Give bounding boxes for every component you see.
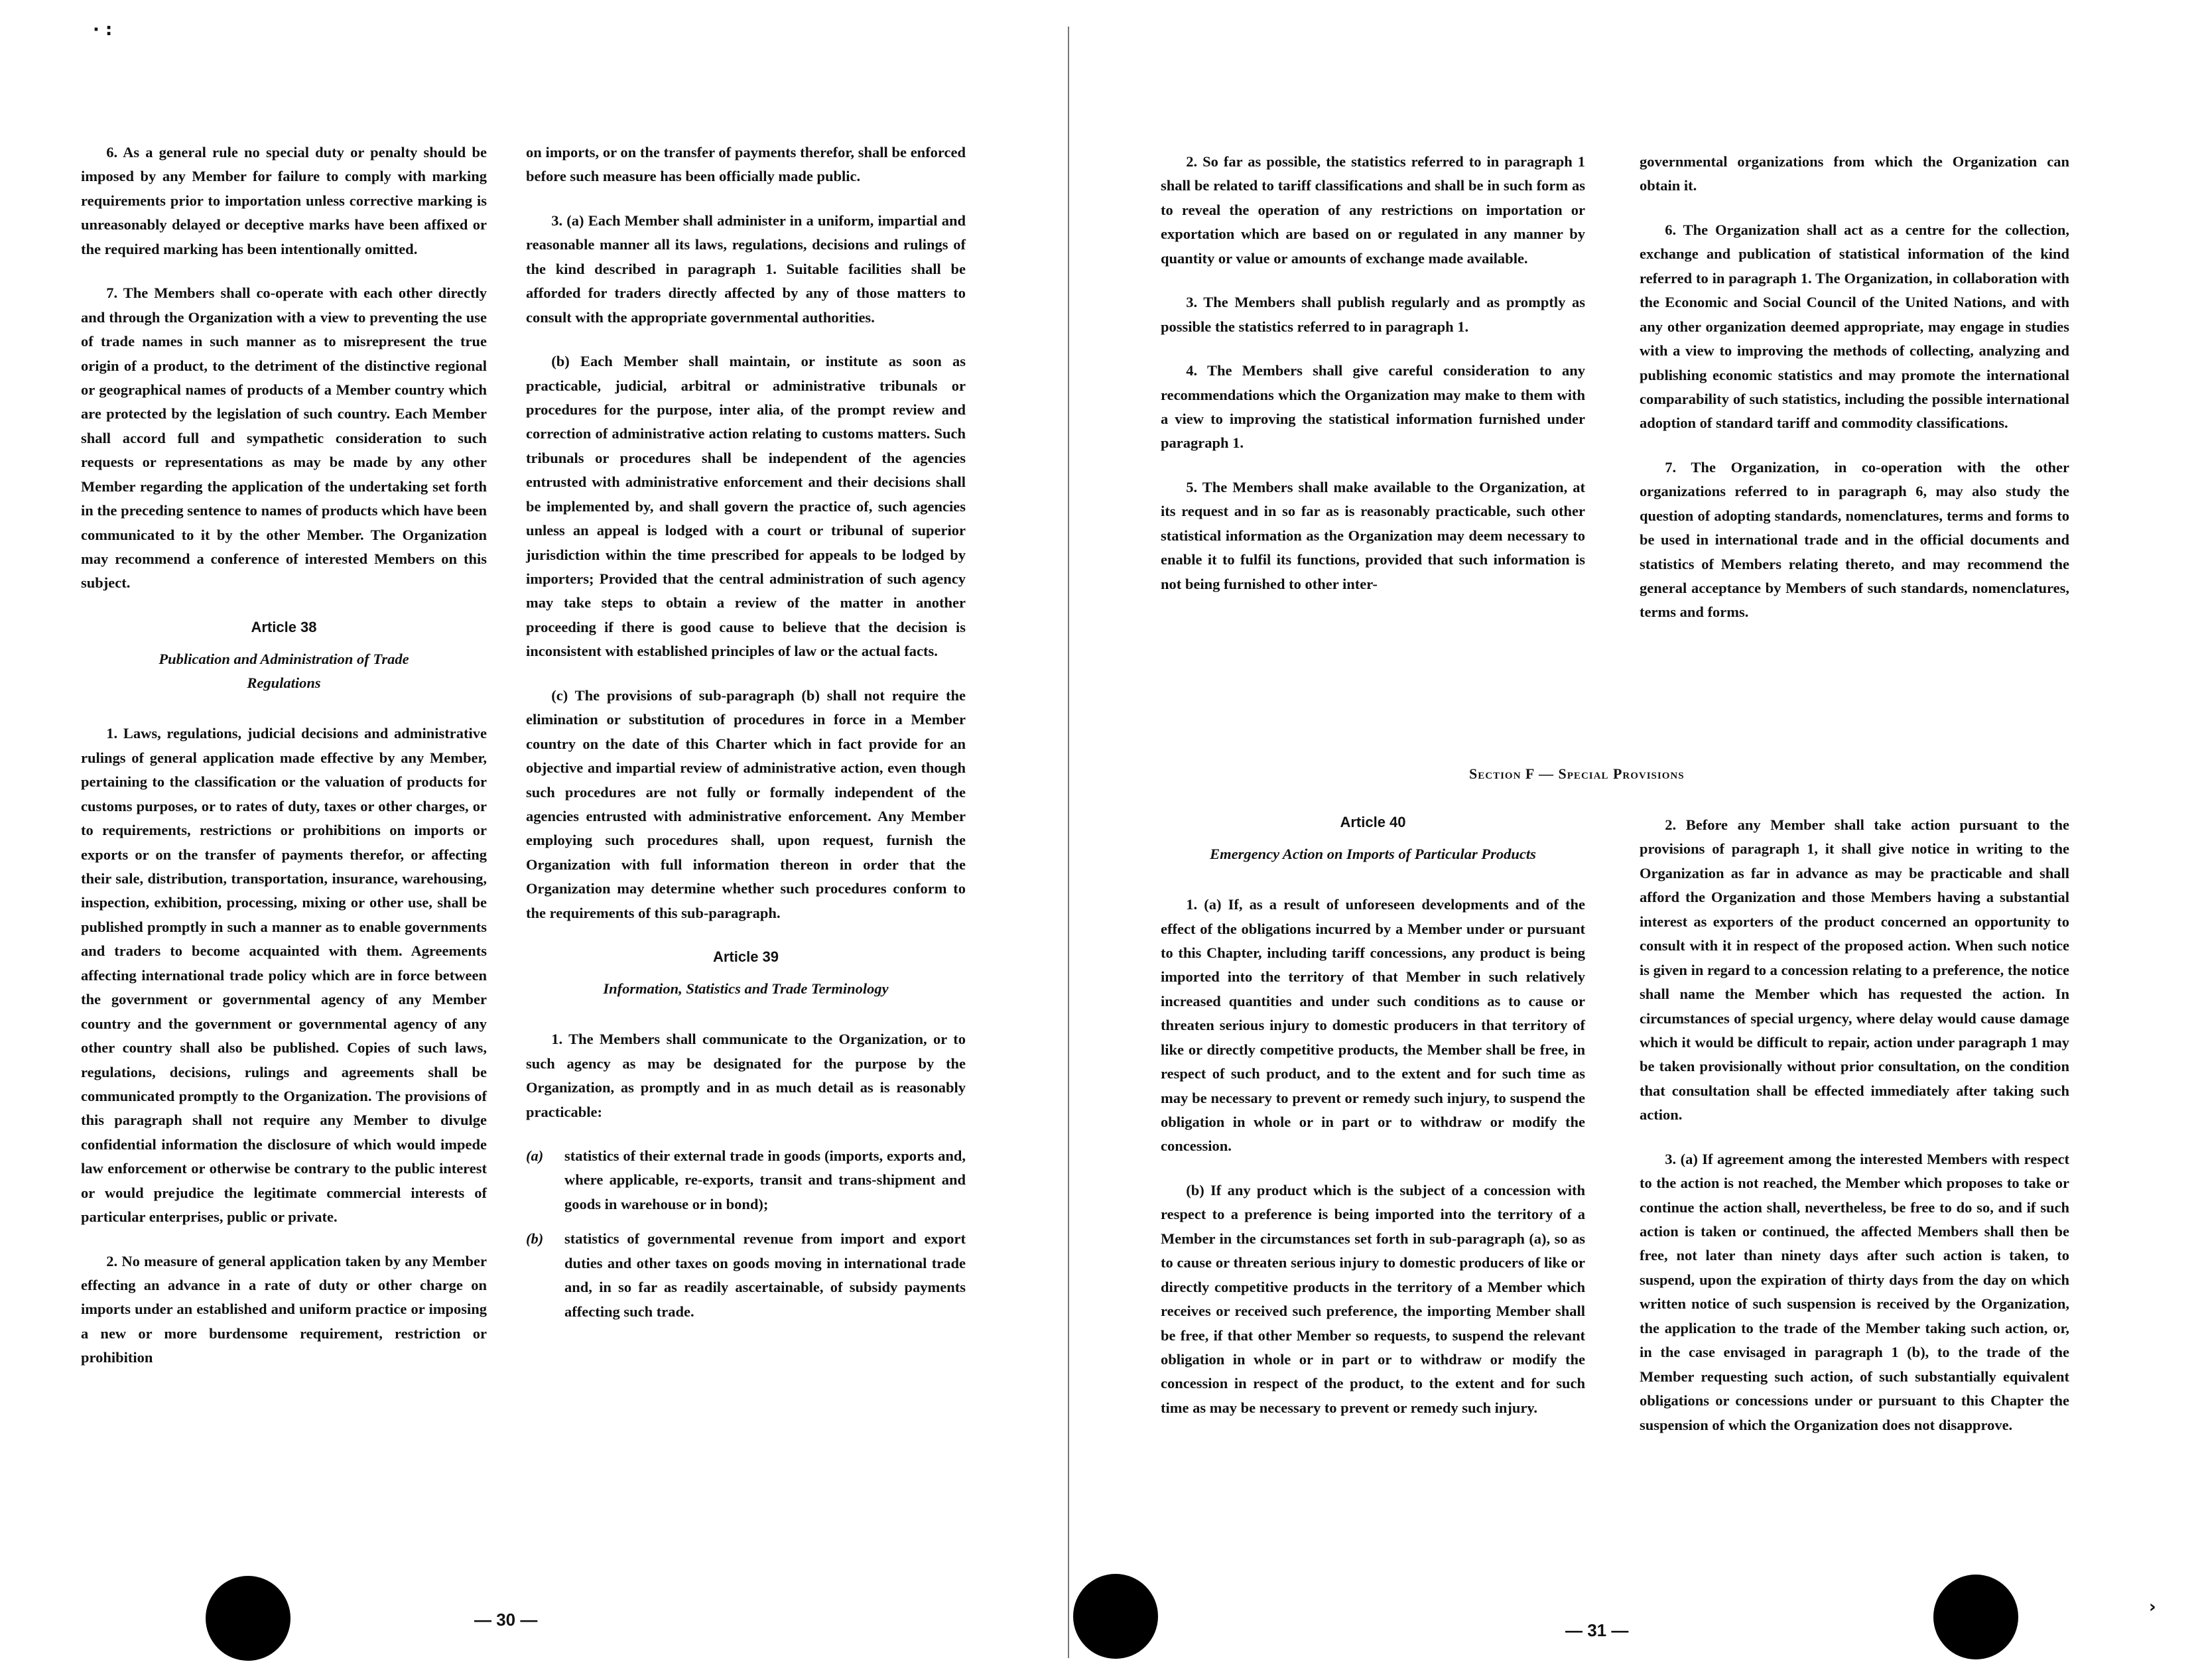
page-number: — 30 — bbox=[474, 1610, 538, 1630]
article-39-title: Article 39 bbox=[712, 948, 779, 966]
scan-speck: › bbox=[2149, 1597, 2156, 1617]
item-label: (b) bbox=[526, 1230, 544, 1248]
paragraph-2: 2. So far as possible, the statistics referred to in paragraph 1 shall be related to tariff classifications and shall be in such form as to reveal the operation of any restrictions on importation or exportation which are based on or regulated in any manner by quantity or value or amounts of exchange made available. bbox=[1161, 153, 1585, 267]
paragraph-3c: (c) The provisions of sub-paragraph (b) shall not require the elimination or substitution of procedures in force in a Member country on the date of this Charter which in fact provide for an objective and impartial review of administrative action, even though such procedures are not fully or formally independent of the agencies entrusted with administrative enforcement. Any Member employing such procedures shall, upon request, furnish the Organization with full information thereon in order that the Organization may determine whether such procedures conform to the requirements of this sub-paragraph. bbox=[526, 686, 966, 921]
article-38-title: Article 38 bbox=[251, 618, 317, 635]
page-spine-divider bbox=[1068, 27, 1069, 1658]
punch-hole-icon bbox=[1933, 1575, 2018, 1659]
left-column-2 bbox=[526, 141, 966, 1340]
list-item bbox=[526, 1144, 966, 1216]
item-label: (a) bbox=[526, 1147, 544, 1164]
item-text: statistics of their external trade in goods (imports, exports and, where applicable, re-exports, transit and trans-shipment and goods in warehouse or in bond); bbox=[564, 1147, 966, 1212]
list-item bbox=[526, 1227, 966, 1324]
section-heading: Section F — Special Provisions bbox=[1469, 765, 1685, 782]
paragraph-6: 6. The Organization shall act as a centre for the collection, exchange and publication of statistical information of the kind referred to in paragraph 1. The Organization, in collaboration with the Economic and Social Council of the United Nations, and with any other organization deemed appropriate, may engage in studies with a view to improving the methods of collecting, analyzing and publishing economic statistics and may promote the international comparability of such statistics, including the possible international adoption of standard tariff and commodity classifications. bbox=[1640, 221, 2069, 432]
item-text: statistics of governmental revenue from import and export duties and other taxes on goods moving in international trade and, in so far as readily ascertainable, of subsidy payments affecting such trade. bbox=[564, 1230, 966, 1320]
page-number: — 31 — bbox=[1565, 1620, 1629, 1640]
right-column-4 bbox=[1640, 813, 2069, 1457]
paragraph-6: 6. As a general rule no special duty or penalty should be imposed by any Member for failure to comply with marking requirements prior to importation unless corrective marking is unreasonably delayed or deceptive marks have been affixed or the required marking has been intentionally omitted. bbox=[81, 144, 487, 257]
right-column-2 bbox=[1640, 150, 2069, 645]
paragraph-3: 3. The Members shall publish regularly and as promptly as possible the statistics referred to in paragraph 1. bbox=[1161, 294, 1585, 335]
paragraph-4: 4. The Members shall give careful consideration to any recommendations which the Organization may make to them with a view to improving the statistical information furnished under paragraph 1. bbox=[1161, 362, 1585, 452]
left-column-1 bbox=[81, 141, 487, 1390]
article-39-subtitle: Information, Statistics and Trade Terminology bbox=[603, 980, 889, 997]
paragraph-1b: (b) If any product which is the subject of a concession with respect to a preference is being imported into the territory of a Member in the circumstances set forth in sub-paragraph (a), so as to cause or threaten serious injury to domestic producers of like or directly competitive products in the territory of a Member which receives or received such preference, the importing Member shall be free, if that other Member so requests, to suspend the relevant obligation in whole or in part or to withdraw or modify the concession in respect of the product, to the extent and for such time as may be necessary to prevent or remedy such injury. bbox=[1161, 1181, 1585, 1416]
paragraph-7: 7. The Members shall co-operate with each other directly and through the Organization with a view to preventing the use of trade names in such manner as to misrepresent the true origin of a product, to the detriment of the distinctive regional or geographical names of products of a Member country which are protected by the legislation of such country. Each Member shall accord full and sympathetic consideration to such requests or representations as may be made by any other Member regarding the application of the undertaking set forth in the preceding sentence to names of products which have been communicated to it by the other Member. The Organization may recommend a conference of interested Members on this subject. bbox=[81, 285, 487, 592]
paragraph-3b: (b) Each Member shall maintain, or institute as soon as practicable, judicial, arbitral or administrative tribunals or procedures for the purpose, inter alia, of the prompt review and correction of administrative action relating to customs matters. Such tribunals or procedures shall be independent of the agencies entrusted with administrative enforcement and their decisions shall be implemented by, and shall govern the practice of, such agencies unless an appeal is lodged with a court or tribunal of superior jurisdiction within the time prescribed for appeals to be lodged by importers; Provided that the central administration of such agency may take steps to obtain a review of the matter in another proceeding if there is good cause to believe that the decision is inconsistent with established principles of law or the actual facts. bbox=[526, 353, 966, 660]
continued-text: on imports, or on the transfer of payments therefor, shall be enforced before such measure has been officially made public. bbox=[526, 144, 966, 185]
right-page bbox=[1101, 0, 2200, 1680]
continued-text: governmental organizations from which the Organization can obtain it. bbox=[1640, 153, 2069, 194]
paragraph-3a: 3. (a) If agreement among the interested Members with respect to the action is not reached, the Member which proposes to take or continue the action shall, nevertheless, be free to do so, and if such action is taken or continued, the affected Members shall then be free, not later than ninety days after such action is taken, to suspend, upon the expiration of thirty days from the day on which written notice of such suspension is received by the Organization, the application to the trade of the Member taking such action, or, in the case envisaged in paragraph 1 (b), to the trade of the Member requesting such action, of such substantially equivalent obligations or concessions under or pursuant to this Chapter the suspension of which the Organization does not disapprove. bbox=[1640, 1150, 2069, 1433]
paragraph-2: 2. Before any Member shall take action pursuant to the provisions of paragraph 1, it shall give notice in writing to the Organization as far in advance as may be practicable and shall afford the Organization and those Members having a substantial interest as exporters of the product concerned an opportunity to consult with it in respect of the proposed action. When such notice is given in regard to a concession relating to a preference, the notice shall name the Member which has requested the action. In circumstances of special urgency, where delay would cause damage which it would be difficult to repair, action under paragraph 1 may be taken provisionally without prior consultation, on the condition that consultation shall be effected immediately after taking such action. bbox=[1640, 816, 2069, 1124]
article-40-subtitle: Emergency Action on Imports of Particular Products bbox=[1210, 845, 1536, 862]
paragraph-1: 1. The Members shall communicate to the Organization, or to such agency as may be designated for the purpose by the Organization, as promptly and in as much detail as is reasonably practicable: bbox=[526, 1031, 966, 1120]
right-column-1 bbox=[1161, 150, 1585, 616]
right-column-3 bbox=[1161, 791, 1585, 1440]
paragraph-5: 5. The Members shall make available to the Organization, at its request and in so far as is reasonably practicable, such other statistical information as the Organization may deem necessary to enable it to fulfil its functions, provided that such information is not being furnished to other inter- bbox=[1161, 478, 1585, 592]
punch-hole-icon bbox=[206, 1576, 291, 1661]
left-page bbox=[0, 0, 1081, 1680]
punch-hole-icon bbox=[1073, 1574, 1158, 1659]
paragraph-1a: 1. (a) If, as a result of unforeseen developments and of the effect of the obligations incurred by a Member under or pursuant to this Chapter, including tariff concessions, any product is being imported into the territory of that Member in such relatively increased quantities and under such conditions as to cause or threaten serious injury to domestic producers in that territory of like or directly competitive products, the Member shall be free, in respect of such product, and to the extent and for such time as may be necessary to prevent or remedy such injury, to suspend the obligation in whole or in part or to withdraw or modify the concession. bbox=[1161, 896, 1585, 1155]
paragraph-3a: 3. (a) Each Member shall administer in a uniform, impartial and reasonable manner all its laws, regulations, decisions and rulings of the kind described in paragraph 1. Suitable facilities shall be afforded for traders directly affected by any of those matters to consult with the appropriate governmental authorities. bbox=[526, 212, 966, 326]
paragraph-2: 2. No measure of general application taken by any Member effecting an advance in a rate of duty or other charge on imports under an established and uniform practice or imposing a new or more burdensome requirement, restriction or prohibition bbox=[81, 1252, 487, 1366]
paragraph-7: 7. The Organization, in co-operation with the other organizations referred to in paragraph 6, may also study the question of adopting standards, nomenclatures, terms and forms to be used in international trade and in the official documents and statistics of Members relating thereto, and may recommend the general acceptance by Members of such standards, nomenclatures, terms and forms. bbox=[1640, 458, 2069, 621]
scan-speck: · : bbox=[93, 20, 113, 40]
paragraph-1: 1. Laws, regulations, judicial decisions and administrative rulings of general application made effective by any Member, pertaining to the classification or the valuation of products for customs purposes, or to rates of duty, taxes or other charges, or to requirements, restrictions or prohibitions on imports or exports or on the transfer of payments therefor, or affecting their sale, distribution, transportation, insurance, warehousing, inspection, exhibition, processing, mixing or other use, shall be published promptly in such a manner as to enable governments and traders to become acquainted with them. Agreements affecting international trade policy which are in force between the government or governmental agency of any Member country and the government or governmental agency of any other country shall also be published. Copies of such laws, regulations, decisions, rulings and agreements shall be communicated promptly to the Organization. The provisions of this paragraph shall not require any Member to divulge confidential information the disclosure of which would impede law enforcement or otherwise be contrary to the public interest or would prejudice the legitimate commercial interests of particular enterprises, public or private. bbox=[81, 725, 487, 1226]
article-40-title: Article 40 bbox=[1340, 814, 1406, 830]
statistics-list bbox=[526, 1144, 966, 1324]
article-38-subtitle: Publication and Administration of Trade Regulations bbox=[159, 650, 409, 691]
